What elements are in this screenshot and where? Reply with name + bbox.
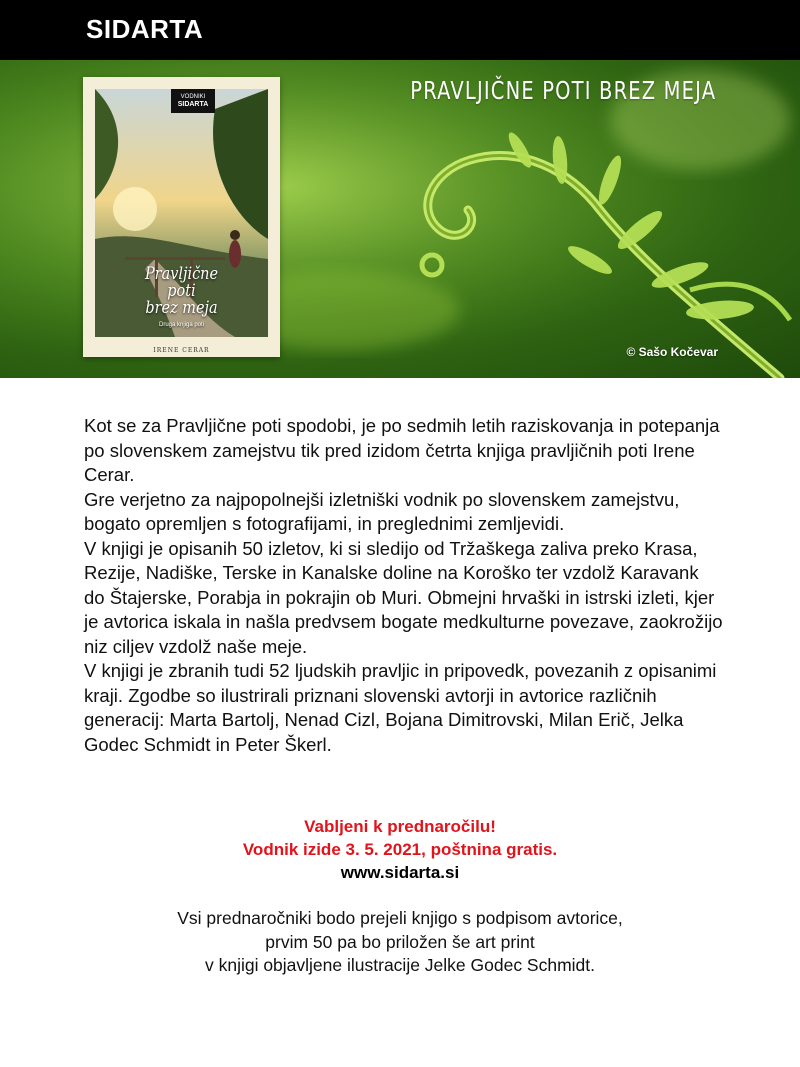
brand-logo[interactable]: SIDARTA xyxy=(86,14,204,44)
cover-title: Pravljične poti brez meja xyxy=(144,264,219,318)
cover-subtitle: Druga knjiga poti xyxy=(158,322,205,328)
photo-credit: © Sašo Kočevar xyxy=(626,345,718,359)
website-link[interactable]: www.sidarta.si xyxy=(340,863,460,882)
promo-block xyxy=(0,815,800,978)
paragraph: Gre verjetno za najpopolnejši izletniški vodnik po slovenskem zamejstvu, bogato opremljen s fotografijami, in preglednimi zemljevidi. xyxy=(84,488,680,534)
cover-photo xyxy=(95,89,268,337)
series-badge: VODNIKI SIDARTA xyxy=(171,89,215,113)
preorder-heading: Vabljeni k prednaročilu! xyxy=(304,817,496,836)
book-cover[interactable] xyxy=(83,77,280,357)
description xyxy=(84,414,724,757)
paragraph: Kot se za Pravljične poti spodobi, je po sedmih letih raziskovanja in potepanja po slovenskem zamejstvu tik pred izidom četrta knjiga pravljičnih poti Irene Cerar. xyxy=(84,415,720,485)
header-bar xyxy=(0,0,800,60)
cover-author: IRENE CERAR xyxy=(153,347,210,354)
hero-banner xyxy=(0,60,800,378)
paragraph: V knjigi je zbranih tudi 52 ljudskih pravljic in pripovedk, povezanih z opisanimi kraji. Zgodbe so ilustrirali priznani slovenski avtorji in avtorice različnih generacij: Marta Bartolj, Nenad Cizl, Bojana Dimitrovski, Milan Erič, Jelka Godec Schmidt in Peter Škerl. xyxy=(84,660,717,755)
hero-title: PRAVLJIČNE POTI BREZ MEJA xyxy=(410,76,716,105)
release-date: Vodnik izide 3. 5. 2021, poštnina gratis. xyxy=(242,840,558,859)
paragraph: V knjigi je opisanih 50 izletov, ki si sledijo od Tržaškega zaliva preko Krasa, Rezije, Nadiške, Terske in Kanalske doline na Koroško ter vzdolž Karavank do Štajerske, Porabja in pokrajin ob Muri. Obmejni hrvaški in istrski izleti, kjer je avtorica iskala in našla predvsem bogate medkulturne povezave, zaokrožijo niz ciljev vzdolž naše meje. xyxy=(84,537,723,657)
preorder-note: Vsi prednaročniki bodo prejeli knjigo s podpisom avtorice, prvim 50 pa bo priložen še art print v knjigi objavljene ilustracije Jelke Godec Schmidt. xyxy=(177,908,623,975)
